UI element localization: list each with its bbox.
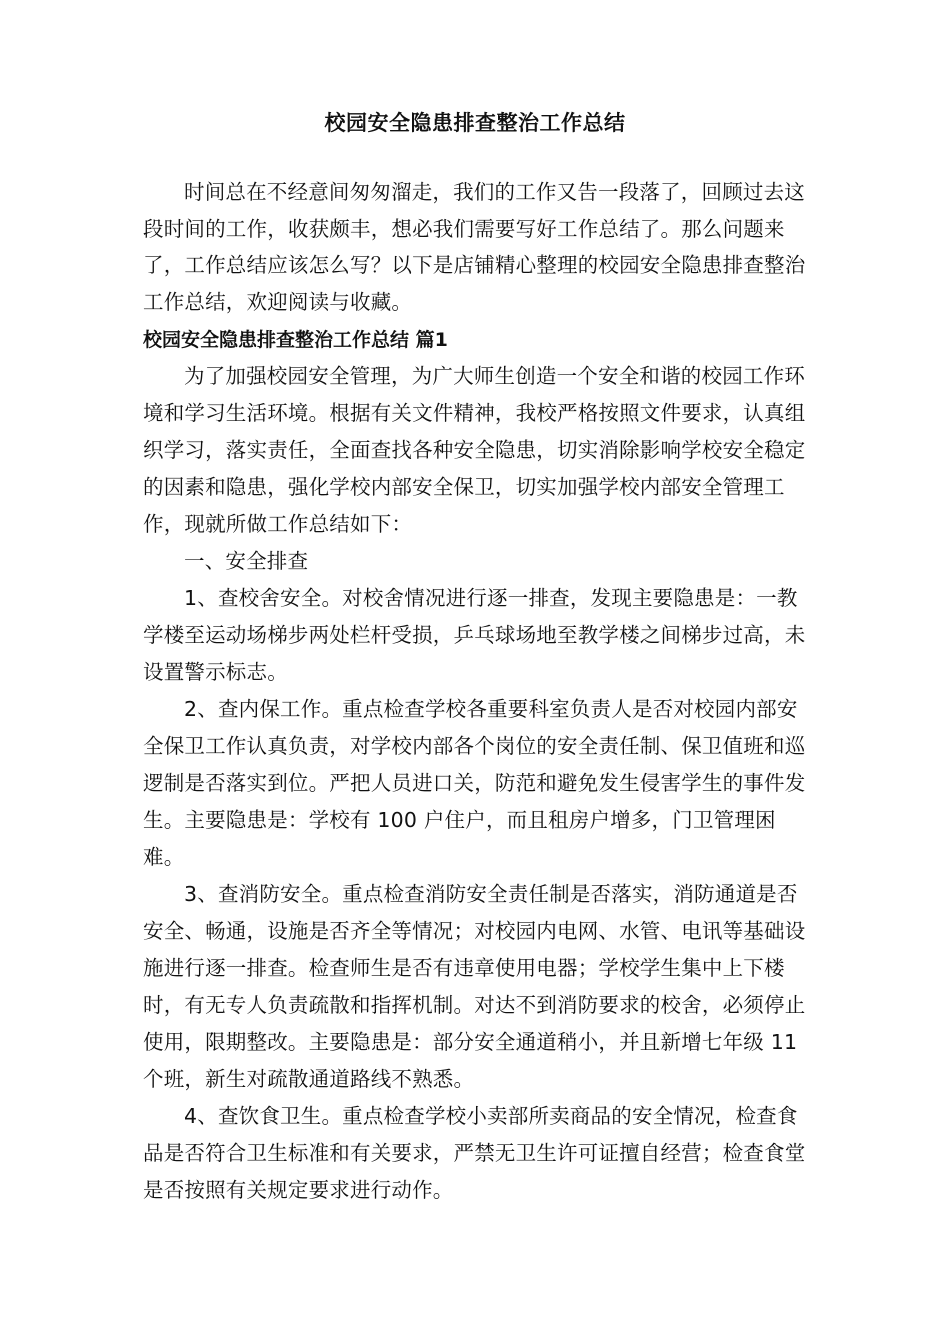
body-paragraph-food-hygiene: 4、查饮食卫生。重点检查学校小卖部所卖商品的安全情况，检查食品是否符合卫生标准和有关要求，严禁无卫生许可证擅自经营；检查食堂是否按照有关规定要求进行动作。 [143, 1104, 806, 1202]
body-paragraph-internal-security: 2、查内保工作。重点检查学校各重要科室负责人是否对校园内部安全保卫工作认真负责，对学校内部各个岗位的安全责任制、保卫值班和巡逻制是否落实到位。严把人员进口关，防范和避免发生侵害学生的事件发生。主要隐患是：学校有 100 户住户，而且租房户增多，门卫管理困难。 [143, 697, 806, 869]
document-title: 校园安全隐患排查整治工作总结 [324, 111, 626, 135]
body-paragraph-school-buildings: 1、查校舍安全。对校舍情况进行逐一排查，发现主要隐患是：一教学楼至运动场梯步两处栏杆受损，乒乓球场地至教学楼之间梯步过高，未设置警示标志。 [143, 586, 806, 684]
section-heading: 校园安全隐患排查整治工作总结 篇1 [143, 329, 448, 351]
body-heading-safety-inspection: 一、安全排查 [184, 549, 309, 573]
body-paragraph-fire-safety: 3、查消防安全。重点检查消防安全责任制是否落实，消防通道是否安全、畅通，设施是否齐全等情况；对校园内电网、水管、电讯等基础设施进行逐一排查。检查师生是否有违章使用电器；学校学生集中上下楼时，有无专人负责疏散和指挥机制。对达不到消防要求的校舍，必须停止使用，限期整改。主要隐患是：部分安全通道稍小，并且新增七年级 11 个班，新生对疏散通道路线不熟悉。 [143, 882, 806, 1091]
body-paragraph-purpose: 为了加强校园安全管理，为广大师生创造一个安全和谐的校园工作环境和学习生活环境。根据有关文件精神，我校严格按照文件要求，认真组织学习，落实责任，全面查找各种安全隐患，切实消除影响学校安全稳定的因素和隐患，强化学校内部安全保卫，切实加强学校内部安全管理工作，现就所做工作总结如下： [143, 364, 806, 536]
intro-paragraph: 时间总在不经意间匆匆溜走，我们的工作又告一段落了，回顾过去这段时间的工作，收获颇丰，想必我们需要写好工作总结了。那么问题来了，工作总结应该怎么写？以下是店铺精心整理的校园安全隐患排查整治工作总结，欢迎阅读与收藏。 [143, 180, 806, 314]
